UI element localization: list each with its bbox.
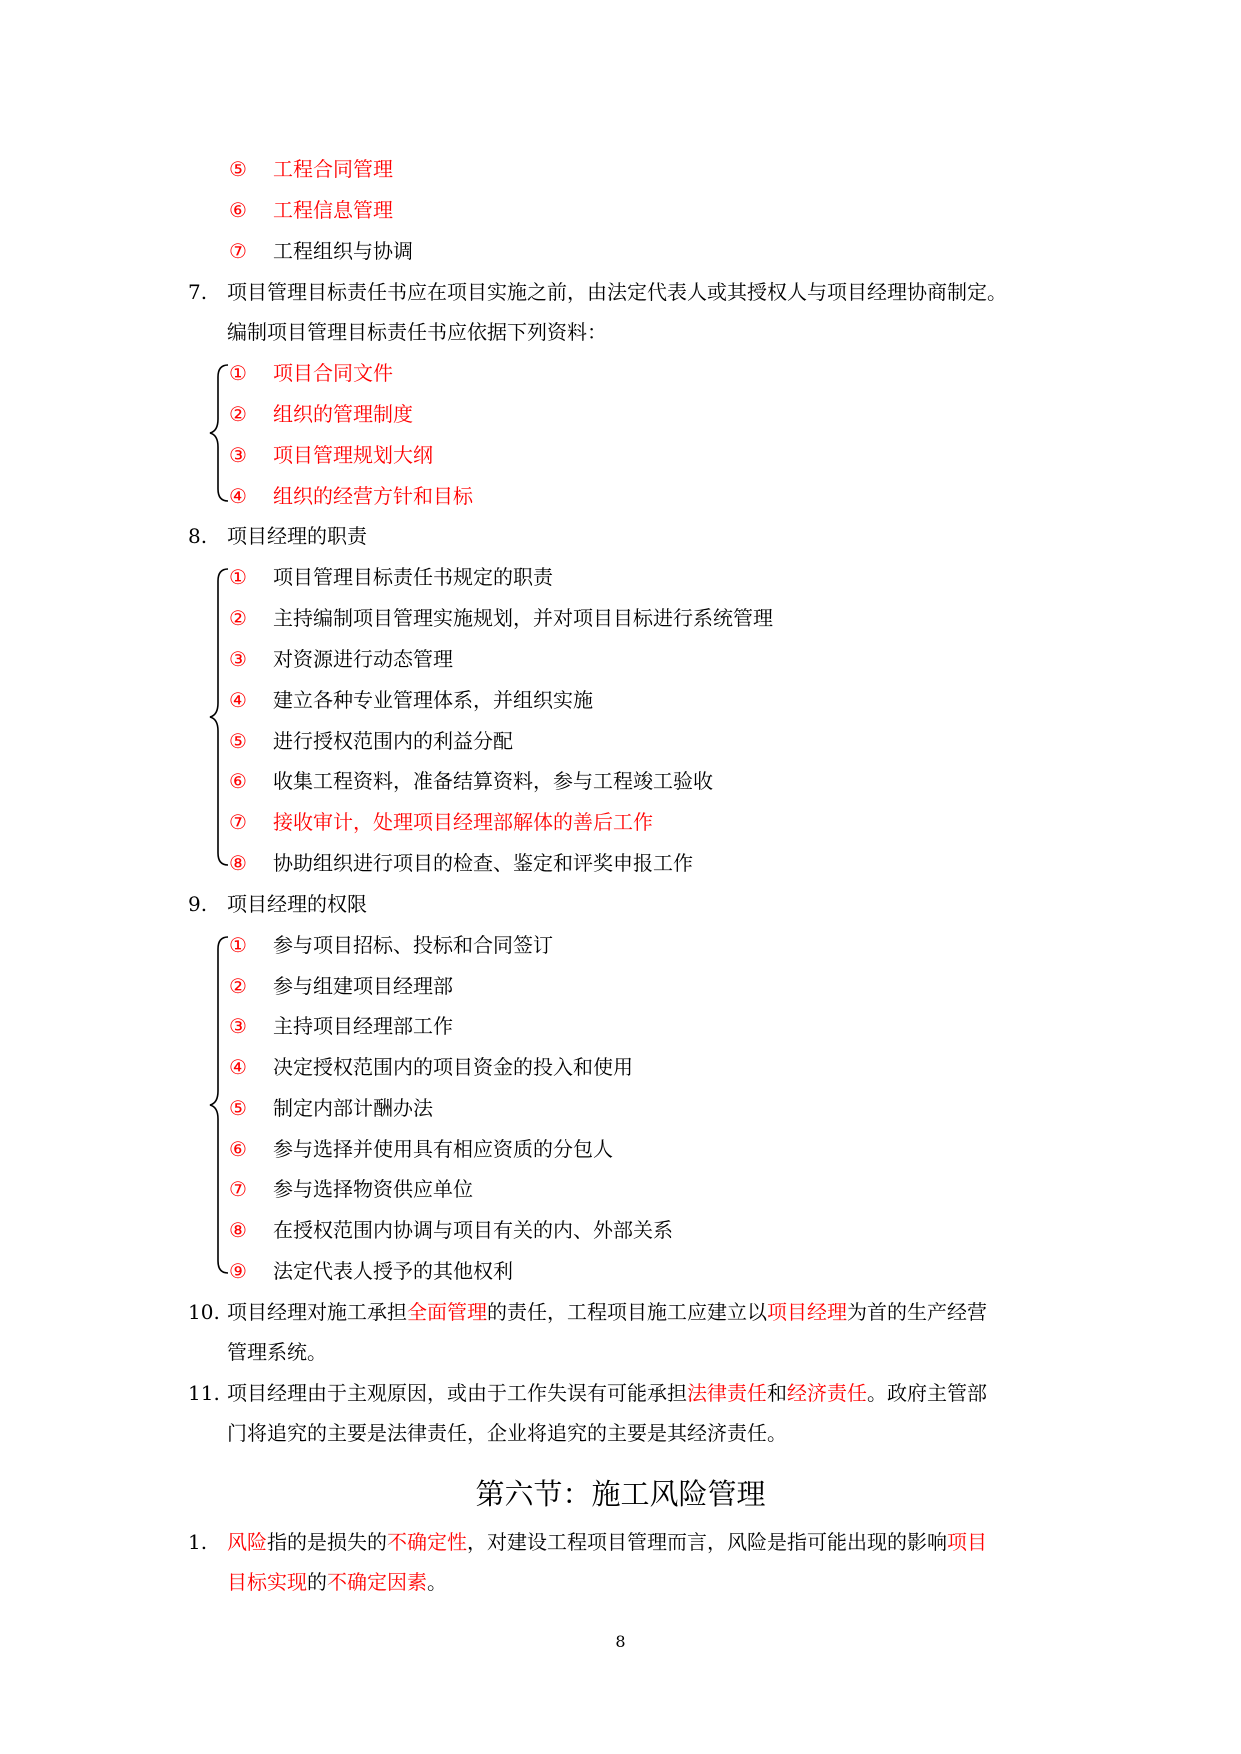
list-marker: ② xyxy=(229,974,247,998)
item-number: 10. xyxy=(188,1300,220,1324)
highlight: 风险 xyxy=(227,1530,267,1554)
list-text: 工程组织与协调 xyxy=(273,239,413,263)
list-text: 法定代表人授予的其他权利 xyxy=(273,1259,513,1283)
list-text: 组织的管理制度 xyxy=(273,402,413,426)
item-number: 8. xyxy=(188,524,208,548)
list-marker: ① xyxy=(229,565,247,589)
highlight: 经济责任 xyxy=(787,1381,867,1405)
list-text: 主持项目经理部工作 xyxy=(273,1014,453,1038)
item-7-line-1: 项目管理目标责任书应在项目实施之前，由法定代表人或其授权人与项目经理协商制定。 xyxy=(227,280,1007,304)
list-text: 决定授权范围内的项目资金的投入和使用 xyxy=(273,1055,633,1079)
list-text: 协助组织进行项目的检查、鉴定和评奖申报工作 xyxy=(273,851,693,875)
list-marker: ④ xyxy=(229,688,247,712)
list-marker: ⑤ xyxy=(229,157,247,181)
item-10-line-2: 管理系统。 xyxy=(227,1340,327,1364)
list-text: 参与项目招标、投标和合同签订 xyxy=(273,933,553,957)
list-marker: ⑤ xyxy=(229,1096,247,1120)
item-number: 7. xyxy=(188,280,208,304)
item-9-title: 项目经理的权限 xyxy=(227,892,367,916)
highlight: 项目经理 xyxy=(767,1300,847,1324)
section-item-1-line-1: 风险指的是损失的不确定性，对建设工程项目管理而言，风险是指可能出现的影响项目 xyxy=(227,1530,987,1554)
list-marker: ⑦ xyxy=(229,1177,247,1201)
list-text: 对资源进行动态管理 xyxy=(273,647,453,671)
highlight: 项目 xyxy=(947,1530,987,1554)
list-marker: ② xyxy=(229,606,247,630)
highlight: 不确定性 xyxy=(387,1530,467,1554)
list-marker: ③ xyxy=(229,1014,247,1038)
highlight: 目标实现 xyxy=(227,1570,307,1594)
list-text: 组织的经营方针和目标 xyxy=(273,484,473,508)
list-text: 接收审计，处理项目经理部解体的善后工作 xyxy=(273,810,653,834)
list-text: 参与组建项目经理部 xyxy=(273,974,453,998)
item-7-line-2: 编制项目管理目标责任书应依据下列资料： xyxy=(227,320,607,344)
list-text: 项目管理规划大纲 xyxy=(273,443,433,467)
numbered-item-9 xyxy=(188,890,207,918)
list-text: 在授权范围内协调与项目有关的内、外部关系 xyxy=(273,1218,673,1242)
item-number: 1. xyxy=(188,1530,208,1554)
list-marker: ④ xyxy=(229,1055,247,1079)
list-marker: ⑨ xyxy=(229,1259,247,1283)
item-10-line-1: 项目经理对施工承担全面管理的责任，工程项目施工应建立以项目经理为首的生产经营 xyxy=(227,1300,987,1324)
list-text: 进行授权范围内的利益分配 xyxy=(273,729,513,753)
list-marker: ① xyxy=(229,361,247,385)
list-marker: ② xyxy=(229,402,247,426)
list-marker: ⑦ xyxy=(229,810,247,834)
list-text: 项目管理目标责任书规定的职责 xyxy=(273,565,553,589)
numbered-item-8 xyxy=(188,522,207,550)
item-number: 9. xyxy=(188,892,208,916)
list-text: 参与选择并使用具有相应资质的分包人 xyxy=(273,1137,613,1161)
list-text: 工程合同管理 xyxy=(273,157,393,181)
list-marker: ⑧ xyxy=(229,1218,247,1242)
list-marker: ① xyxy=(229,933,247,957)
item-8-title: 项目经理的职责 xyxy=(227,524,367,548)
item-11-line-1: 项目经理由于主观原因，或由于工作失误有可能承担法律责任和经济责任。政府主管部 xyxy=(227,1381,987,1405)
highlight: 不确定因素 xyxy=(327,1570,427,1594)
list-marker: ⑧ xyxy=(229,851,247,875)
numbered-item-7 xyxy=(188,278,207,306)
list-text: 项目合同文件 xyxy=(273,361,393,385)
list-marker: ③ xyxy=(229,443,247,467)
highlight: 全面管理 xyxy=(407,1300,487,1324)
numbered-item-10 xyxy=(188,1298,220,1326)
list-text: 工程信息管理 xyxy=(273,198,393,222)
item-number: 11. xyxy=(188,1381,220,1405)
numbered-item-11 xyxy=(188,1379,220,1407)
list-marker: ⑥ xyxy=(229,1137,247,1161)
list-text: 参与选择物资供应单位 xyxy=(273,1177,473,1201)
section-item-1-line-2: 目标实现的不确定因素。 xyxy=(227,1570,447,1594)
section-title: 第六节：施工风险管理 xyxy=(475,1477,766,1511)
page-number: 8 xyxy=(615,1632,626,1651)
list-marker: ⑥ xyxy=(229,769,247,793)
list-text: 主持编制项目管理实施规划，并对项目目标进行系统管理 xyxy=(273,606,773,630)
list-marker: ③ xyxy=(229,647,247,671)
list-marker: ④ xyxy=(229,484,247,508)
list-marker: ⑥ xyxy=(229,198,247,222)
list-marker: ⑤ xyxy=(229,729,247,753)
section-item-1 xyxy=(188,1528,207,1556)
list-marker: ⑦ xyxy=(229,239,247,263)
list-text: 建立各种专业管理体系，并组织实施 xyxy=(273,688,593,712)
list-text: 制定内部计酬办法 xyxy=(273,1096,433,1120)
item-11-line-2: 门将追究的主要是法律责任，企业将追究的主要是其经济责任。 xyxy=(227,1421,787,1445)
list-text: 收集工程资料，准备结算资料，参与工程竣工验收 xyxy=(273,769,713,793)
highlight: 法律责任 xyxy=(687,1381,767,1405)
